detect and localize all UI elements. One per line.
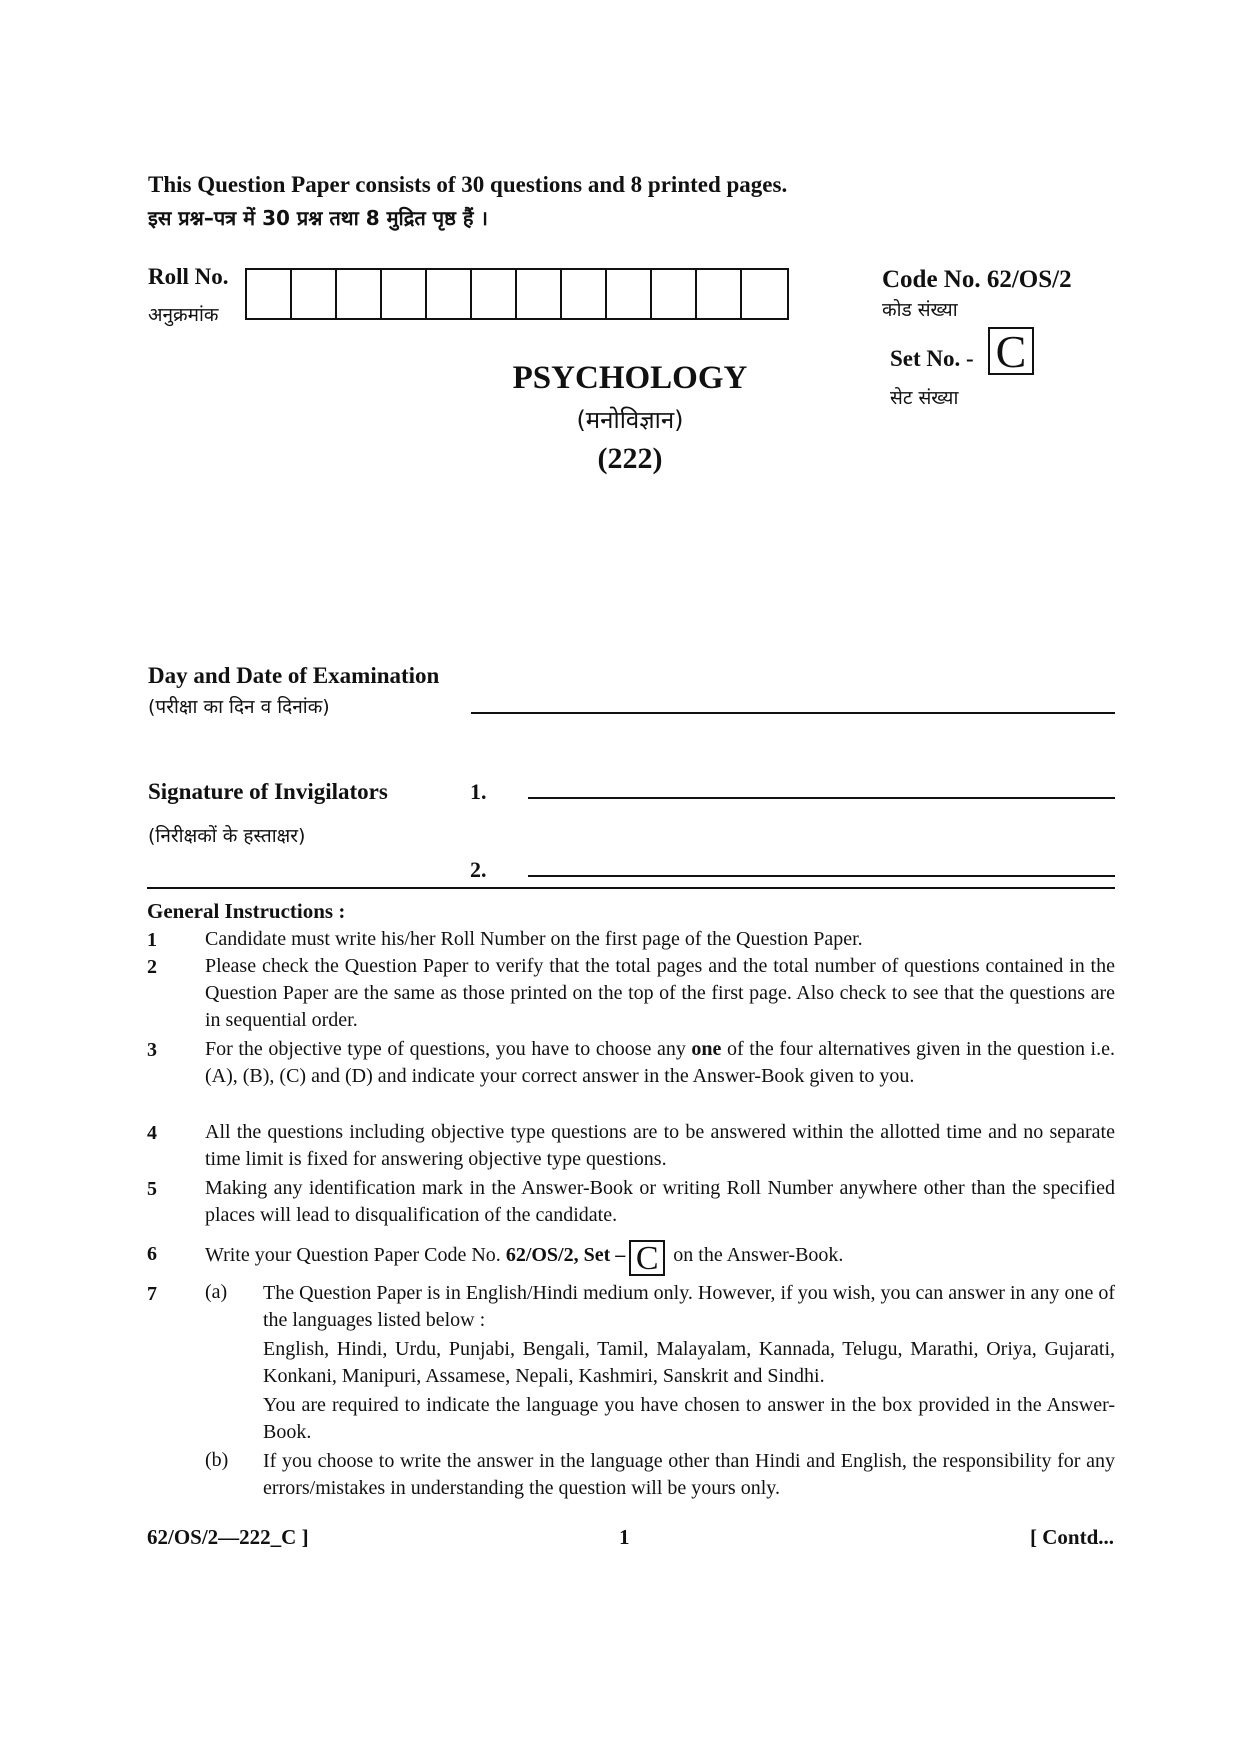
invigilator-signature-label-hindi: (निरीक्षकों के हस्ताक्षर) bbox=[148, 825, 306, 847]
roll-digit-box[interactable] bbox=[652, 270, 697, 318]
roll-digit-box[interactable] bbox=[517, 270, 562, 318]
roll-digit-box[interactable] bbox=[337, 270, 382, 318]
roll-digit-box[interactable] bbox=[247, 270, 292, 318]
instruction-text-part: Write your Question Paper Code No. bbox=[205, 1244, 506, 1266]
subject-title-hindi: (मनोविज्ञान) bbox=[576, 406, 684, 434]
divider bbox=[147, 887, 1115, 889]
instruction-number: 4 bbox=[147, 1122, 157, 1144]
instruction-number: 1 bbox=[147, 929, 157, 951]
footer-continued: [ Contd... bbox=[1030, 1525, 1115, 1549]
sub-instruction-text: The Question Paper is in English/Hindi medium only. However, if you wish, you can answer in any one of the languages listed below : bbox=[263, 1282, 1115, 1331]
language-list: English, Hindi, Urdu, Punjabi, Bengali, Tamil, Malayalam, Kannada, Telugu, Marathi, Oriya, Gujarati, Konkani, Manipuri, Assamese, Nepali, Kashmiri, Sanskrit and Sindhi. bbox=[263, 1338, 1115, 1387]
set-number-box: C bbox=[988, 327, 1034, 375]
exam-date-label: Day and Date of Examination bbox=[148, 663, 440, 688]
roll-digit-box[interactable] bbox=[382, 270, 427, 318]
instruction-number: 5 bbox=[147, 1178, 157, 1200]
instruction-emphasis: one bbox=[691, 1038, 722, 1060]
signature-2-field[interactable] bbox=[528, 875, 1115, 877]
subject-title: PSYCHOLOGY bbox=[512, 360, 748, 396]
instruction-text bbox=[205, 1036, 1115, 1090]
intro-hindi: इस प्रश्न–पत्र में 30 प्रश्न तथा 8 मुद्रित पृष्ठ हैं । bbox=[148, 206, 488, 230]
roll-number-label: Roll No. bbox=[148, 264, 229, 289]
page-number: 1 bbox=[619, 1525, 630, 1549]
roll-digit-box[interactable] bbox=[472, 270, 517, 318]
roll-digit-box[interactable] bbox=[607, 270, 652, 318]
sub-instruction-text: If you choose to write the answer in the language other than Hindi and English, the responsibility for any errors/mistakes in understanding the question will be yours only. bbox=[263, 1450, 1115, 1499]
roll-digit-box[interactable] bbox=[697, 270, 742, 318]
instruction-number: 3 bbox=[147, 1039, 157, 1061]
sub-instruction-letter: (a) bbox=[205, 1281, 228, 1303]
instruction-text bbox=[205, 1240, 1115, 1276]
roll-digit-box[interactable] bbox=[742, 270, 787, 318]
set-number-label-hindi: सेट संख्या bbox=[890, 387, 959, 409]
sub-instruction-text: You are required to indicate the language you have chosen to answer in the box provided in the Answer-Book. bbox=[263, 1394, 1115, 1443]
code-number-label-hindi: कोड संख्या bbox=[882, 299, 958, 321]
roll-digit-box[interactable] bbox=[562, 270, 607, 318]
instruction-text: Candidate must write his/her Roll Number on the first page of the Question Paper. bbox=[205, 928, 863, 950]
invigilator-signature-label: Signature of Invigilators bbox=[148, 779, 388, 804]
subject-block bbox=[440, 360, 820, 476]
roll-digit-box[interactable] bbox=[292, 270, 337, 318]
instruction-text: Please check the Question Paper to verify that the total pages and the total number of questions contained in the Question Paper are the same as those printed on the top of the first page. Also check to see that the questions are in sequential order. bbox=[205, 955, 1115, 1031]
roll-digit-box[interactable] bbox=[427, 270, 472, 318]
set-code-box: C bbox=[629, 1240, 665, 1276]
exam-date-field[interactable] bbox=[471, 712, 1115, 714]
sub-instruction-letter: (b) bbox=[205, 1449, 229, 1471]
set-number-label: Set No. - bbox=[890, 346, 974, 371]
instruction-number: 7 bbox=[147, 1283, 157, 1305]
subject-code: (222) bbox=[597, 442, 663, 475]
roll-number-boxes[interactable] bbox=[245, 268, 789, 320]
intro-english: This Question Paper consists of 30 questions and 8 printed pages. bbox=[148, 172, 788, 197]
instruction-text-part: For the objective type of questions, you have to choose any bbox=[205, 1038, 692, 1060]
footer-paper-code: 62/OS/2—222_C ] bbox=[147, 1525, 309, 1549]
instructions-title: General Instructions : bbox=[147, 899, 346, 923]
instruction-number: 6 bbox=[147, 1243, 157, 1265]
instruction-text: Making any identification mark in the Answer-Book or writing Roll Number anywhere other than the specified places will lead to disqualification of the candidate. bbox=[205, 1177, 1115, 1226]
instruction-text: All the questions including objective type questions are to be answered within the allotted time and no separate time limit is fixed for answering objective type questions. bbox=[205, 1121, 1115, 1170]
signature-1-number: 1. bbox=[470, 779, 487, 804]
instruction-text-part: on the Answer-Book. bbox=[673, 1244, 844, 1266]
code-number: Code No. 62/OS/2 bbox=[882, 266, 1072, 293]
instruction-emphasis: 62/OS/2, Set – bbox=[505, 1244, 626, 1266]
signature-1-field[interactable] bbox=[528, 797, 1115, 799]
signature-2-number: 2. bbox=[470, 857, 487, 882]
exam-date-label-hindi: (परीक्षा का दिन व दिनांक) bbox=[148, 696, 330, 718]
instruction-text-part: of the four alternatives given in the question i.e. (A), (B), (C) and (D) and indicate your correct answer in the Answer-Book given to you. bbox=[205, 1038, 1115, 1087]
instruction-number: 2 bbox=[147, 956, 157, 978]
roll-number-label-hindi: अनुक्रमांक bbox=[148, 304, 219, 326]
